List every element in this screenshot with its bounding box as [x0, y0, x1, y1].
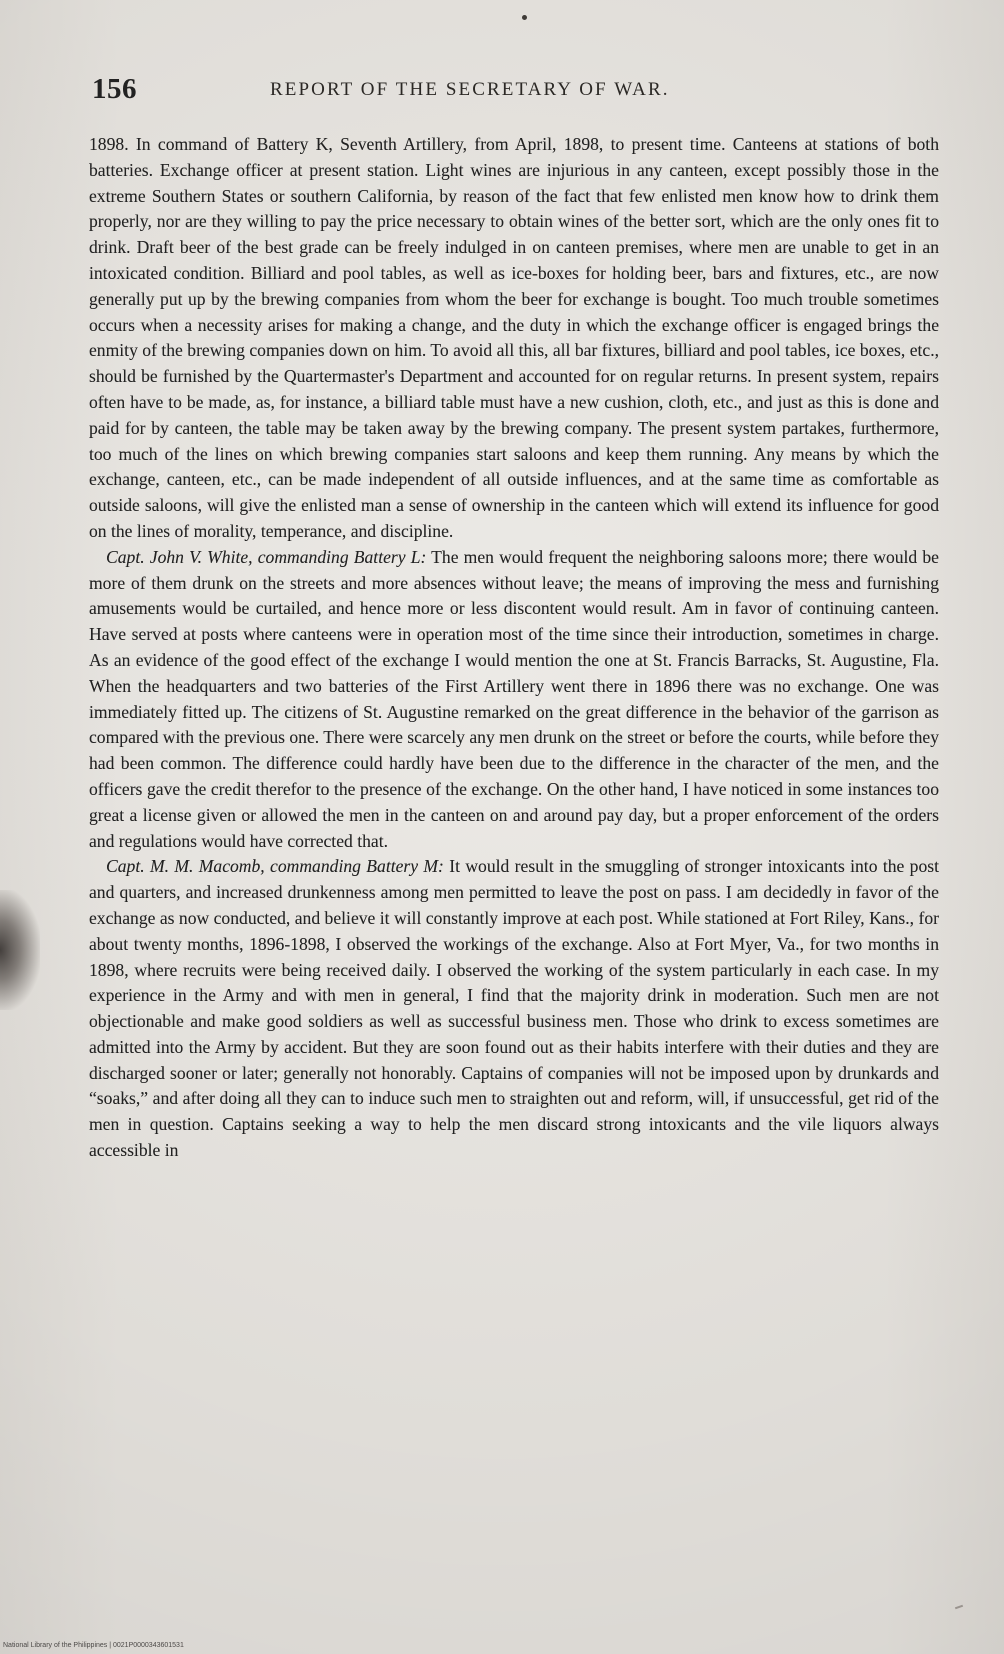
- scan-edge-shadow: [0, 890, 40, 1010]
- speaker-heading-macomb: Capt. M. M. Macomb, commanding Battery M:: [106, 856, 444, 877]
- running-head: REPORT OF THE SECRETARY OF WAR.: [270, 79, 670, 100]
- ink-dot: [522, 15, 527, 20]
- page-header: [92, 73, 942, 113]
- paragraph-3-text: It would result in the smuggling of stronger intoxicants into the post and quarters, and increased drunkenness among men permitted to leave the post on pass. I am decidedly in favor of the exchange as now conducted, and believe it will constantly improve at each post. While stationed at Fort Riley, Kans., for about twenty months, 1896-1898, I observed the workings of the exchange. Also at Fort Myer, Va., for two months in 1898, where recruits were being received daily. I observed the working of the system particularly in each case. In my experience in the Army and with men in general, I find that the majority drink in moderation. Such men are not objectionable and make good soldiers as well as successful business men. Those who drink to excess sometimes are admitted into the Army by accident. But they are soon found out as their habits interfere with their duties and they are discharged sooner or later; generally not honorably. Captains of companies will not be imposed upon by drunkards and “soaks,” and after doing all they can to induce such men to straighten out and reform, will, if unsuccessful, get rid of the men in question. Captains seeking a way to help the men discard strong intoxicants and the vile liquors always accessible in: [89, 856, 940, 1161]
- document-body: [89, 132, 939, 1164]
- library-footer: National Library of the Philippines | 0021P0000343601531: [3, 1642, 184, 1649]
- paragraph-2: [89, 545, 939, 855]
- page-number: 156: [92, 73, 137, 105]
- paragraph-1: [89, 132, 939, 545]
- scan-speck: [955, 1605, 963, 1610]
- speaker-heading-white: Capt. John V. White, commanding Battery L:: [106, 546, 427, 567]
- paragraph-1-text: 1898. In command of Battery K, Seventh Artillery, from April, 1898, to present time. Canteens at stations of both batteries. Exchange officer at present station. Light wines are injurious in any canteen, except possibly those in the extreme Southern States or southern California, by reason of the fact that few enlisted men know how to drink them properly, nor are they willing to pay the price necessary to obtain wines of the better sort, which are the only ones fit to drink. Draft beer of the best grade can be freely indulged in on canteen premises, where men are unable to get in an intoxicated condition. Billiard and pool tables, as well as ice-boxes for holding beer, bars and fixtures, etc., are now generally put up by the brewing companies from whom the beer for exchange is bought. Too much trouble sometimes occurs when a necessity arises for making a change, and the duty in which the exchange officer is engaged brings the enmity of the brewing companies down on him. To avoid all this, all bar fixtures, billiard and pool tables, ice boxes, etc., should be furnished by the Quartermaster's Department and accounted for on regular returns. In present system, repairs often have to be made, as, for instance, a billiard table must have a new cushion, cloth, etc., and just as this is done and paid for by canteen, the table may be taken away by the brewing company. The present system partakes, furthermore, too much of the lines on which brewing companies start saloons and keep them running. Any means by which the exchange, canteen, etc., can be made independent of all outside influences, and at the same time as comfortable as outside saloons, will give the enlisted man a sense of ownership in the canteen which will extend its influence for good on the lines of morality, temperance, and discipline.: [89, 134, 939, 541]
- paragraph-2-text: The men would frequent the neighboring saloons more; there would be more of them drunk on the streets and more absences without leave; the means of improving the mess and furnishing amusements would be curtailed, and hence more or less discontent would result. Am in favor of continuing canteen. Have served at posts where canteens were in operation most of the time since their introduction, sometimes in charge. As an evidence of the good effect of the exchange I would mention the one at St. Francis Barracks, St. Augustine, Fla. When the headquarters and two batteries of the First Artillery went there in 1896 there was no exchange. One was immediately fitted up. The citizens of St. Augustine remarked on the great difference in the behavior of the garrison as compared with the previous one. There were scarcely any men drunk on the street or before the courts, while before they had been common. The difference could hardly have been due to the difference in the character of the men, and the officers gave the credit therefor to the presence of the exchange. On the other hand, I have noticed in some instances too great a license given or allowed the men in the canteen on and around pay day, but a proper enforcement of the orders and regulations would have corrected that.: [89, 546, 939, 851]
- paragraph-3: [89, 854, 939, 1164]
